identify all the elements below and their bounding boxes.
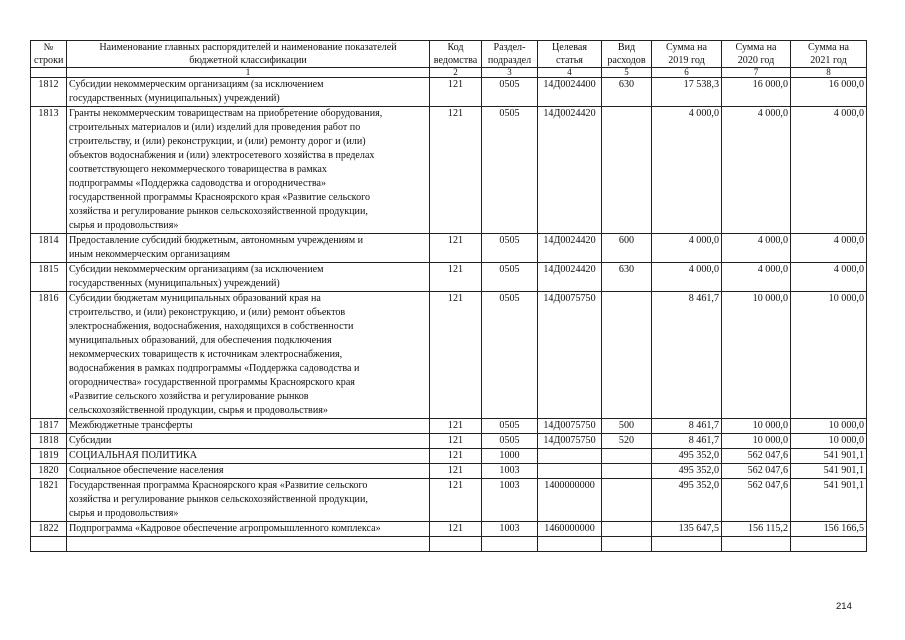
header-expense-type-line1: Вид [617,42,636,53]
sum-2019-cell: 495 352,0 [652,464,722,479]
column-number: 5 [602,68,652,78]
sum-2020-cell: 562 047,6 [722,479,791,522]
expense-type-cell [602,449,652,464]
empty-cell [722,537,791,552]
target-article-cell: 14Д0024420 [538,107,602,234]
table-row [31,263,867,292]
column-number: 7 [722,68,791,78]
section-cell: 0505 [482,292,538,419]
name-line: электроснабжения, водоснабжения, находящихся в собственности [69,321,354,332]
header-row-number [31,41,67,68]
column-number: 1 [67,68,430,78]
expense-type-cell: 630 [602,78,652,107]
name-cell [67,479,430,522]
row-number-cell: 1815 [31,263,67,292]
header-row [31,41,867,68]
name-cell [67,78,430,107]
table-body [31,78,867,552]
column-number: 2 [430,68,482,78]
header-sum-2021 [791,41,867,68]
name-line: государственных (муниципальных) учреждений) [69,278,280,289]
section-cell: 0505 [482,78,538,107]
row-number-cell: 1819 [31,449,67,464]
sum-2019-cell: 8 461,7 [652,292,722,419]
target-article-cell: 1400000000 [538,479,602,522]
header-target-article [538,41,602,68]
sum-2020-cell: 156 115,2 [722,522,791,537]
sum-2021-cell: 4 000,0 [791,263,867,292]
name-line: Подпрограмма «Кадровое обеспечение агропромышленного комплекса» [69,523,381,534]
name-cell [67,419,430,434]
name-line: сельскохозяйственной продукции, сырья и продовольствия» [69,405,328,416]
name-line: Социальное обеспечение населения [69,465,224,476]
table-row [31,78,867,107]
target-article-cell: 14Д0024420 [538,263,602,292]
sum-2020-cell: 4 000,0 [722,263,791,292]
sum-2019-cell: 495 352,0 [652,449,722,464]
section-cell: 1003 [482,522,538,537]
column-number-row [31,68,867,78]
dept-code-cell: 121 [430,479,482,522]
header-sum-2020-line1: Сумма на [735,42,777,53]
sum-2021-cell: 10 000,0 [791,434,867,449]
expense-type-cell: 500 [602,419,652,434]
name-cell [67,107,430,234]
target-article-cell [538,449,602,464]
name-line: объектов водоснабжения и (или) электросетевого хозяйства в пределах [69,150,375,161]
row-number-cell: 1820 [31,464,67,479]
sum-2021-cell: 156 166,5 [791,522,867,537]
expense-type-cell: 520 [602,434,652,449]
sum-2021-cell: 541 901,1 [791,464,867,479]
table-row [31,434,867,449]
row-number-cell: 1814 [31,234,67,263]
target-article-cell: 14Д0024400 [538,78,602,107]
name-cell [67,449,430,464]
dept-code-cell: 121 [430,78,482,107]
name-line: водоснабжения в рамках подпрограммы «Поддержка садоводства и [69,363,360,374]
dept-code-cell: 121 [430,419,482,434]
target-article-cell [538,464,602,479]
header-dept-code-line2: ведомства [433,55,478,66]
name-line: хозяйства и регулирование рынков сельскохозяйственной продукции, [69,494,368,505]
header-row-number-line1: № [43,42,54,53]
name-line: Субсидии бюджетам муниципальных образований края на [69,293,321,304]
empty-cell [602,537,652,552]
sum-2020-cell: 4 000,0 [722,107,791,234]
name-line: сырья и продовольствия» [69,508,179,519]
sum-2019-cell: 17 538,3 [652,78,722,107]
column-number: 6 [652,68,722,78]
row-number-cell: 1813 [31,107,67,234]
section-cell: 0505 [482,107,538,234]
dept-code-cell: 121 [430,449,482,464]
name-line: государственных (муниципальных) учреждений) [69,93,280,104]
empty-cell [652,537,722,552]
column-number: 4 [538,68,602,78]
empty-cell [31,537,67,552]
header-expense-type-line2: расходов [607,55,646,66]
name-line: СОЦИАЛЬНАЯ ПОЛИТИКА [69,450,198,461]
header-dept-code [430,41,482,68]
name-line: Государственная программа Красноярского края «Развитие сельского [69,480,368,491]
name-line: Межбюджетные трансферты [69,420,193,431]
name-line: «Развитие сельского хозяйства и регулирование рынков [69,391,309,402]
section-cell: 0505 [482,434,538,449]
header-sum-2021-line1: Сумма на [808,42,849,53]
header-sum-2019-line2: 2019 год [668,55,705,66]
column-number [31,68,67,78]
name-cell [67,234,430,263]
name-line: Субсидии некоммерческим организациям (за исключением [69,79,324,90]
header-name [67,41,430,68]
column-number: 8 [791,68,867,78]
name-line: соответствующего некоммерческого товарищества в рамках [69,164,327,175]
table-row [31,419,867,434]
header-sum-2020-line2: 2020 год [737,55,775,66]
expense-type-cell [602,464,652,479]
sum-2019-cell: 4 000,0 [652,107,722,234]
row-number-cell: 1817 [31,419,67,434]
section-cell: 1003 [482,464,538,479]
name-line: некоммерческих товариществ к источникам электроснабжения, [69,349,343,360]
row-number-cell: 1812 [31,78,67,107]
name-line: Предоставление субсидий бюджетным, автономным учреждениям и [69,235,364,246]
sum-2021-cell: 16 000,0 [791,78,867,107]
sum-2020-cell: 10 000,0 [722,292,791,419]
section-cell: 1000 [482,449,538,464]
target-article-cell: 14Д0024420 [538,234,602,263]
table-row [31,107,867,234]
header-dept-code-line1: Код [447,42,464,53]
table-row [31,449,867,464]
name-line: муниципальных образований, для обеспечения подключения [69,335,332,346]
sum-2021-cell: 541 901,1 [791,449,867,464]
name-cell [67,292,430,419]
sum-2020-cell: 562 047,6 [722,464,791,479]
name-line: подпрограммы «Поддержка садоводства и огородничества» [69,178,327,189]
dept-code-cell: 121 [430,263,482,292]
header-sum-2019-line1: Сумма на [666,42,707,53]
name-cell [67,522,430,537]
target-article-cell: 14Д0075750 [538,434,602,449]
header-target-article-line1: Целевая [551,42,588,53]
expense-type-cell: 630 [602,263,652,292]
section-cell: 0505 [482,234,538,263]
table-header [31,41,867,78]
name-cell [67,464,430,479]
dept-code-cell: 121 [430,107,482,234]
table-row [31,292,867,419]
sum-2021-cell: 10 000,0 [791,419,867,434]
target-article-cell: 1460000000 [538,522,602,537]
target-article-cell: 14Д0075750 [538,419,602,434]
header-sum-2019 [652,41,722,68]
empty-cell [67,537,430,552]
table-row [31,479,867,522]
name-line: строительных материалов и (или) изделий для проведения работ по [69,122,361,133]
sum-2020-cell: 16 000,0 [722,78,791,107]
name-line: Субсидии [69,435,112,446]
name-line: строительству, и (или) реконструкции, и (или) ремонту дорог и (или) [69,136,366,147]
name-line: огородничества» государственной программы Красноярского края [69,377,355,388]
name-line: Субсидии некоммерческим организациям (за исключением [69,264,324,275]
name-line: хозяйства и регулирование рынков сельскохозяйственной продукции, [69,206,368,217]
sum-2020-cell: 10 000,0 [722,419,791,434]
sum-2019-cell: 4 000,0 [652,234,722,263]
header-sum-2020 [722,41,791,68]
sum-2019-cell: 135 647,5 [652,522,722,537]
empty-cell [791,537,867,552]
sum-2020-cell: 10 000,0 [722,434,791,449]
header-name-line2: бюджетной классификации [189,55,307,66]
column-number: 3 [482,68,538,78]
header-target-article-line2: статья [556,55,583,66]
sum-2021-cell: 4 000,0 [791,107,867,234]
name-cell [67,434,430,449]
sum-2019-cell: 495 352,0 [652,479,722,522]
row-number-cell: 1818 [31,434,67,449]
sum-2021-cell: 4 000,0 [791,234,867,263]
row-number-cell: 1821 [31,479,67,522]
name-line: сырья и продовольствия» [69,220,179,231]
dept-code-cell: 121 [430,434,482,449]
empty-cell [482,537,538,552]
empty-row [31,537,867,552]
sum-2021-cell: 10 000,0 [791,292,867,419]
name-cell [67,263,430,292]
dept-code-cell: 121 [430,522,482,537]
expense-type-cell [602,107,652,234]
dept-code-cell: 121 [430,292,482,419]
header-sum-2021-line2: 2021 год [810,55,847,66]
sum-2019-cell: 8 461,7 [652,434,722,449]
name-line: строительство, и (или) реконструкцию, и (или) ремонт объектов [69,307,346,318]
expense-type-cell [602,479,652,522]
header-name-line1: Наименование главных распорядителей и наименование показателей [99,42,397,53]
header-section-line1: Раздел- [493,42,526,53]
header-section [482,41,538,68]
sum-2019-cell: 8 461,7 [652,419,722,434]
header-section-line2: подраздел [487,55,532,66]
header-row-number-line2: строки [34,55,64,66]
expense-type-cell: 600 [602,234,652,263]
sum-2021-cell: 541 901,1 [791,479,867,522]
table-row [31,234,867,263]
row-number-cell: 1816 [31,292,67,419]
section-cell: 1003 [482,479,538,522]
expense-type-cell [602,292,652,419]
section-cell: 0505 [482,263,538,292]
name-line: Гранты некоммерческим товариществам на приобретение оборудования, [69,108,383,119]
sum-2020-cell: 562 047,6 [722,449,791,464]
target-article-cell: 14Д0075750 [538,292,602,419]
expense-type-cell [602,522,652,537]
page-number: 214 [836,601,852,612]
table-row [31,464,867,479]
dept-code-cell: 121 [430,234,482,263]
budget-table [30,40,867,552]
header-expense-type [602,41,652,68]
sum-2019-cell: 4 000,0 [652,263,722,292]
empty-cell [538,537,602,552]
table-row [31,522,867,537]
section-cell: 0505 [482,419,538,434]
empty-cell [430,537,482,552]
dept-code-cell: 121 [430,464,482,479]
name-line: иным некоммерческим организациям [69,249,230,260]
sum-2020-cell: 4 000,0 [722,234,791,263]
row-number-cell: 1822 [31,522,67,537]
name-line: государственной программы Красноярского края «Развитие сельского [69,192,371,203]
